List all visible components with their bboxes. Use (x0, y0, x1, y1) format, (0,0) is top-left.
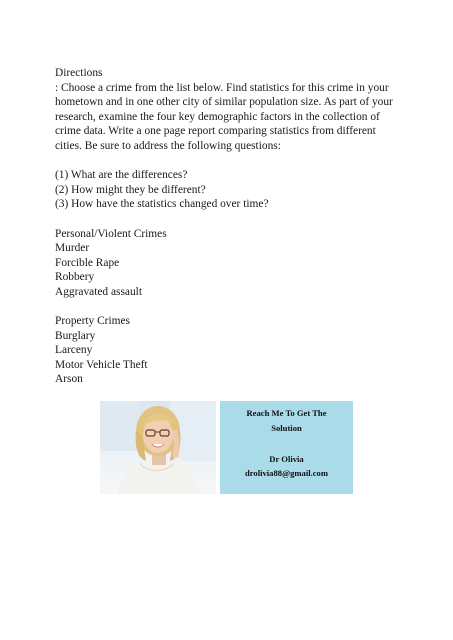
woman-illustration (100, 401, 216, 494)
crime-item-assault: Aggravated assault (55, 285, 142, 298)
crime-item-murder: Murder (55, 242, 90, 255)
crime-item-arson: Arson (55, 373, 83, 386)
spacer (55, 154, 395, 169)
crime-item-rape: Forcible Rape (55, 256, 120, 269)
spacer (55, 212, 395, 227)
woman-photo (100, 401, 216, 494)
document-body (55, 66, 395, 387)
contact-banner (100, 401, 353, 494)
question-1: (1) What are the differences? (55, 169, 188, 182)
crime-item-larceny: Larceny (55, 344, 93, 357)
contact-email[interactable]: drolivia88@gmail.com (244, 468, 329, 478)
spacer (55, 300, 395, 315)
crime-item-mvt: Motor Vehicle Theft (55, 358, 148, 371)
property-crimes-heading: Property Crimes (55, 315, 130, 328)
contact-panel (220, 401, 353, 494)
question-3: (3) How have the statistics changed over time? (55, 198, 269, 211)
cta-line-1: Reach Me To Get The (246, 408, 327, 418)
question-2: (2) How might they be different? (55, 183, 206, 196)
directions-paragraph: : Choose a crime from the list below. Find statistics for this crime in your hometown and in one other city of similar population size. As part of your research, examine the four key demographic factors in the collection of crime data. Write a one page report comparing statistics from different cities. Be sure to address the following questions: (55, 81, 393, 152)
directions-heading: Directions (55, 67, 103, 79)
crime-item-robbery: Robbery (55, 271, 95, 284)
contact-name: Dr Olivia (269, 454, 304, 464)
cta-line-2: Solution (271, 423, 302, 433)
crime-item-burglary: Burglary (55, 329, 96, 342)
personal-crimes-heading: Personal/Violent Crimes (55, 227, 167, 240)
